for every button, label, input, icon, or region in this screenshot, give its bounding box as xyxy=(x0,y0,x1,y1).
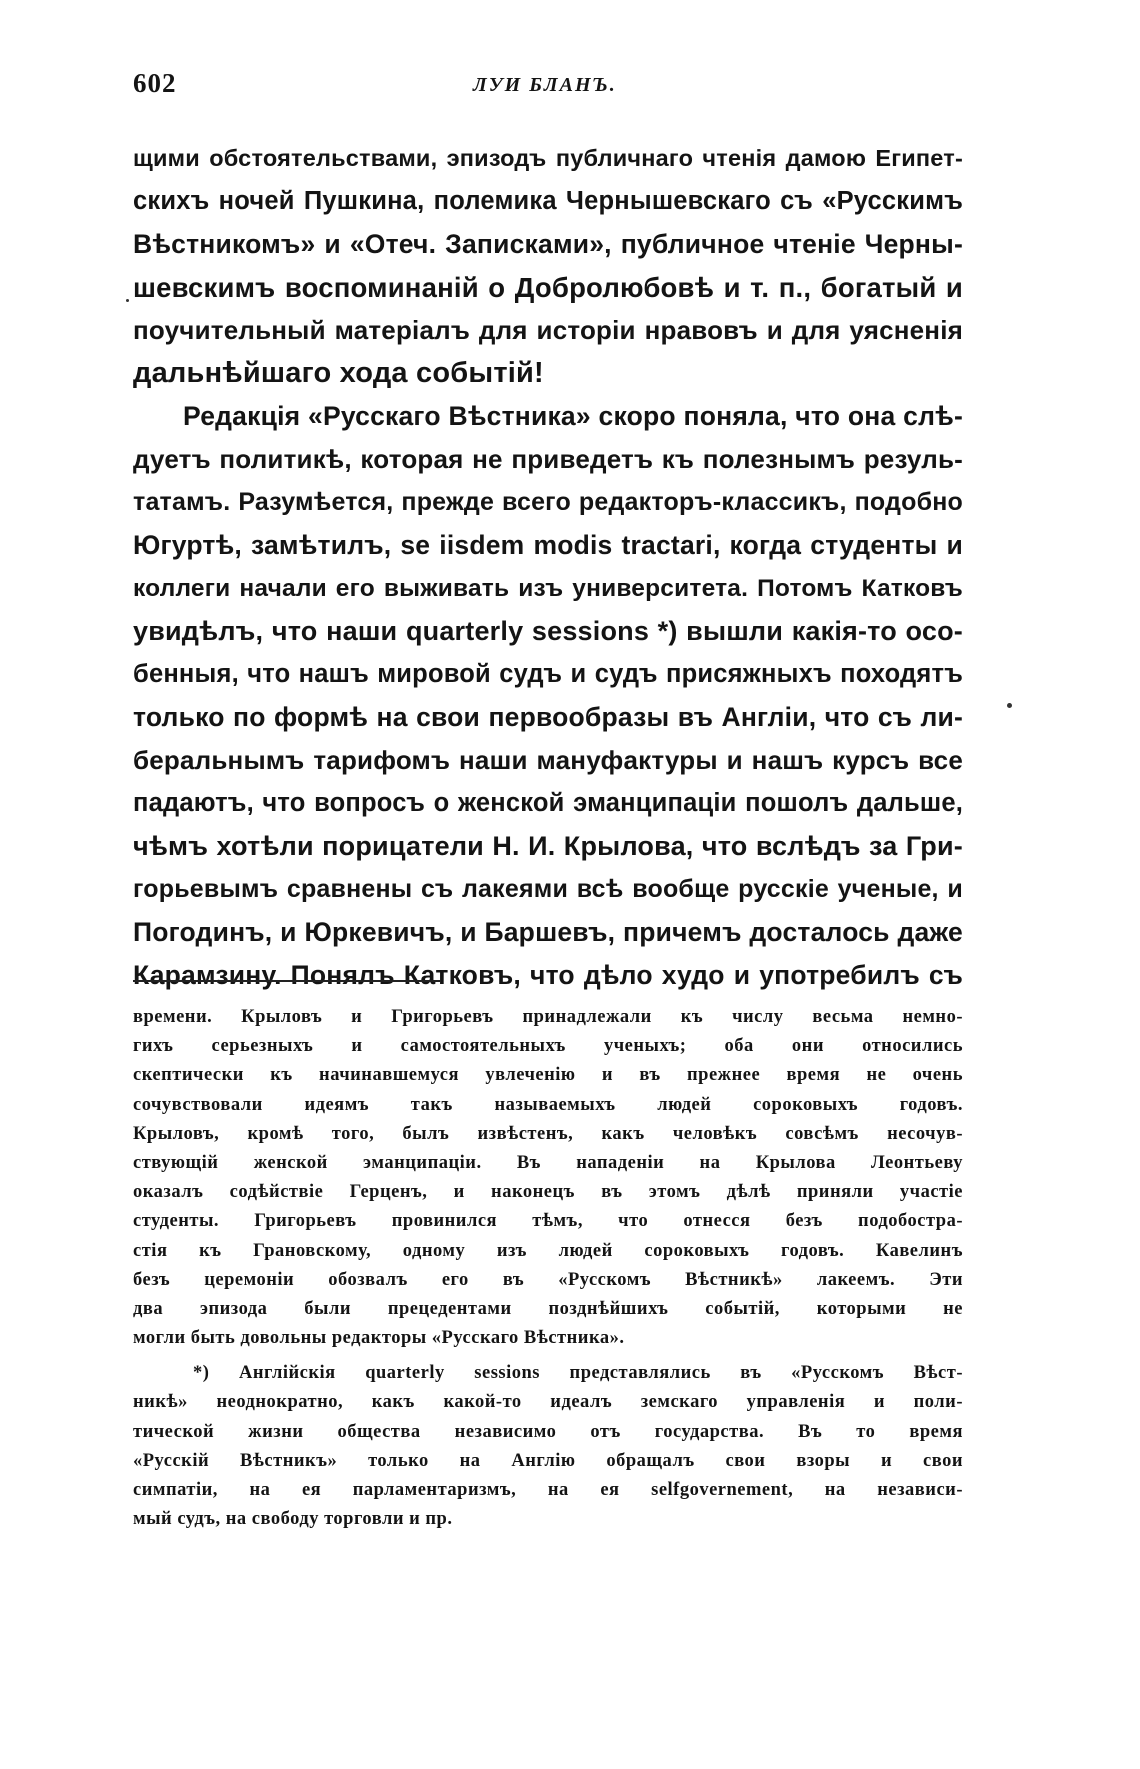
footnote-line: «Русскій Вѣстникъ» только на Англію обращалъ свои взоры и свои xyxy=(133,1450,963,1471)
footnote-line: симпатіи, на ея парламентаризмъ, на ея selfgovernement, на независи- xyxy=(133,1480,963,1500)
body-line: только по формѣ на свои первообразы въ Англіи, что съ ли- xyxy=(133,702,963,732)
footnote-line: гихъ серьезныхъ и самостоятельныхъ ученыхъ; оба они относились xyxy=(133,1036,963,1057)
body-line: беральнымъ тарифомъ наши мануфактуры и нашъ курсъ все xyxy=(133,745,963,775)
body-line: увидѣлъ, что наши quarterly sessions *) вышли какія-то осо- xyxy=(133,616,963,646)
body-line: Погодинъ, и Юркевичъ, и Баршевъ, причемъ досталось даже xyxy=(133,917,963,947)
body-line: бенныя, что нашъ мировой судъ и судъ присяжныхъ походятъ xyxy=(133,660,963,688)
body-line: щими обстоятельствами, эпизодъ публичнаго чтенія дамою Египет- xyxy=(133,145,963,171)
footnote-line: сочувствовали идеямъ такъ называемыхъ людей сороковыхъ годовъ. xyxy=(133,1094,963,1115)
body-line: Редакція «Русскаго Вѣстника» скоро поняла, что она слѣ- xyxy=(183,401,963,431)
footnote-line: оказалъ содѣйствіе Герценъ, и наконецъ въ этомъ дѣлѣ приняли участіе xyxy=(133,1182,963,1203)
body-line: Вѣстникомъ» и «Отеч. Записками», публичное чтеніе Черны- xyxy=(133,229,963,259)
body-line: Карамзину. Понялъ Катковъ, что дѣло худо и употребилъ съ xyxy=(133,960,963,990)
footnote-line: никѣ» неоднократно, какъ какой-то идеалъ земскаго управленія и поли- xyxy=(133,1392,963,1413)
body-line: Югуртѣ, замѣтилъ, se iisdem modis tractari, когда студенты и xyxy=(133,530,963,560)
body-line: дуетъ политикѣ, которая не приведетъ къ полезнымъ резуль- xyxy=(133,444,963,474)
footnote-line: Крыловъ, кромѣ того, былъ извѣстенъ, какъ человѣкъ совсѣмъ несочув- xyxy=(133,1123,963,1144)
body-line: чѣмъ хотѣли порицатели Н. И. Крылова, что вслѣдъ за Гри- xyxy=(133,831,963,861)
footnote-continued xyxy=(133,1003,963,1353)
body-line: поучительный матеріалъ для исторіи нравовъ и для уясненія xyxy=(133,315,963,345)
print-speck xyxy=(1007,703,1012,708)
footnote-asterisk xyxy=(133,1359,963,1534)
body-line: шевскимъ воспоминаній о Добролюбовѣ и т. п., богатый и xyxy=(133,272,963,303)
body-line: горьевымъ сравнены съ лакеями всѣ вообще русскіе ученые, и xyxy=(133,875,963,903)
footnotes xyxy=(133,1003,963,1534)
footnote-line: стія къ Грановскому, одному изъ людей сороковыхъ годовъ. Кавелинъ xyxy=(133,1240,963,1261)
footnote-line: могли быть довольны редакторы «Русскаго Вѣстника». xyxy=(133,1328,625,1349)
page-number: 602 xyxy=(133,68,177,98)
body-line: коллеги начали его выживать изъ университета. Потомъ Катковъ xyxy=(133,575,963,602)
footnote-line: тической жизни общества независимо отъ государства. Въ то время xyxy=(133,1421,963,1442)
footnote-line: скептически къ начинавшемуся увлеченію и въ прежнее время не очень xyxy=(133,1065,963,1086)
body-line: татамъ. Разумѣется, прежде всего редакторъ-классикъ, подобно xyxy=(133,488,963,516)
footnote-line: *) Англійскія quarterly sessions представлялись въ «Русскомъ Вѣст- xyxy=(193,1363,963,1384)
footnote-line: времени. Крыловъ и Григорьевъ принадлежали къ числу весьма немно- xyxy=(133,1007,963,1027)
print-speck xyxy=(126,299,129,302)
footnote-line: ствующій женской эманципаціи. Въ нападеніи на Крылова Леонтьеву xyxy=(133,1152,963,1173)
running-head: ЛУИ БЛАНЪ. xyxy=(473,74,617,96)
body-line: дальнѣйшаго хода событій! xyxy=(133,357,544,389)
body-line: скихъ ночей Пушкина, полемика Чернышевскаго съ «Русскимъ xyxy=(133,187,963,215)
footnote-separator-rule xyxy=(133,980,440,982)
page-header xyxy=(133,68,963,108)
footnote-line: безъ церемоніи обозвалъ его въ «Русскомъ Вѣстникѣ» лакеемъ. Эти xyxy=(133,1269,963,1290)
body-line: падаютъ, что вопросъ о женской эманципаціи пошолъ дальше, xyxy=(133,789,963,817)
footnote-line: мый судъ, на свободу торговли и пр. xyxy=(133,1509,453,1530)
main-text xyxy=(133,137,963,997)
footnote-line: два эпизода были прецедентами позднѣйшихъ событій, которыми не xyxy=(133,1298,963,1319)
footnote-line: студенты. Григорьевъ провинился тѣмъ, что отнесся безъ подобостра- xyxy=(133,1211,963,1232)
